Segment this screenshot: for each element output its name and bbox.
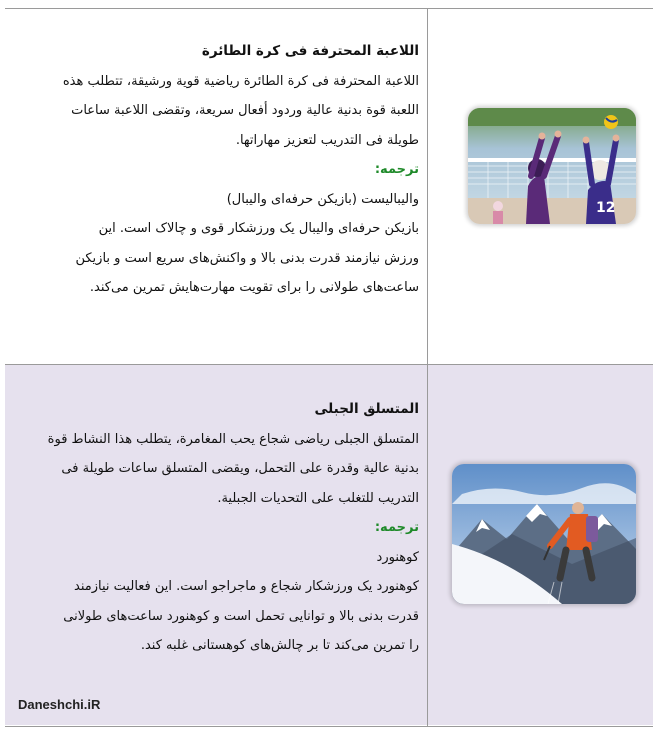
arabic-line: اللعبة قوة بدنية عالية وردود أفعال سريعة، وتقضى اللاعبة ساعات [71,103,419,118]
column-divider [427,9,428,726]
arabic-line: التدريب للتغلب على التحديات الجبلية. [217,490,419,506]
persian-line: ورزش نیازمند قدرت بدنی بالا و واکنش‌های سریع است و بازیکن [75,250,419,266]
volleyball-players-photo [468,108,636,224]
text-cell-climber [15,395,419,661]
mountain-climber-photo [452,464,636,604]
translation-label: ترجمه: [374,520,419,535]
watermark-text: Daneshchi.iR [18,697,101,712]
text-cell-volleyball [15,37,419,303]
arabic-line: طويلة فى التدريب لتعزيز مهاراتها. [235,132,419,148]
section-title: المتسلق الجبلى [314,401,419,417]
section-title: اللاعبة المحترفة فى كرة الطائرة [201,43,419,59]
persian-line: والیبالیست (بازیکن حرفه‌ای والیبال) [226,191,419,207]
persian-line: قدرت بدنی بالا و توانایی تحمل است و کوهنورد ساعت‌های طولانی [63,608,419,624]
arabic-line: المتسلق الجبلى رياضى شجاع يحب المغامرة، يتطلب هذا النشاط قوة [47,431,419,447]
svg-text:12: 12 [596,200,616,216]
persian-line: بازیکن حرفه‌ای والیبال یک ورزشکار قوی و چالاک است. این [98,221,419,236]
translation-label: ترجمه: [374,162,419,177]
arabic-line: بدنية عالية وقدرة على التحمل، ويقضى المتسلق ساعات طويلة فى [61,461,419,476]
persian-line: ساعت‌های طولانی را برای تقویت مهارت‌هایش تمرین می‌کند. [89,280,419,295]
arabic-line: اللاعبة المحترفة فى كرة الطائرة رياضية قوية ورشيقة، تتطلب هذه [62,73,419,89]
persian-line: کوهنورد یک ورزشکار شجاع و ماجراجو است. این فعالیت نیازمند [74,579,419,594]
persian-line: را تمرین می‌کند تا بر چالش‌های کوهستانی غلبه کند. [140,638,419,653]
persian-line: کوهنورد [376,549,419,565]
